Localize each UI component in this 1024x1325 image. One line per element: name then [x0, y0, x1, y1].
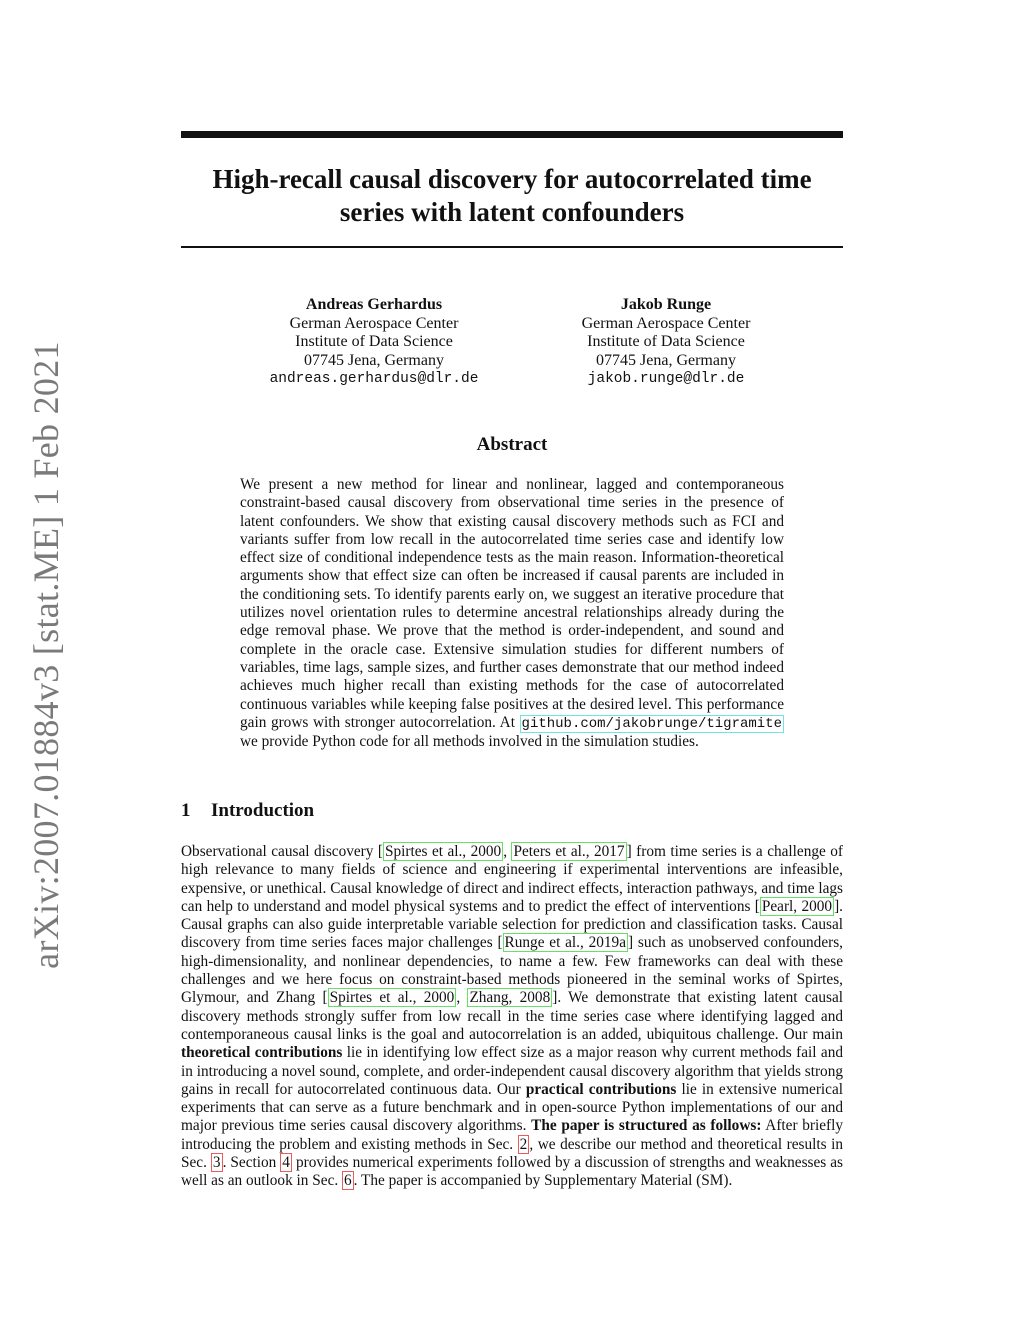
author-affiliation: German Aerospace Center [581, 314, 751, 332]
citation-link[interactable]: Pearl, 2000 [761, 897, 833, 915]
title-bottom-rule [181, 246, 843, 248]
intro-text: After briefly introducing the problem and existing methods in Sec. [181, 1117, 844, 1153]
citation-link[interactable]: Zhang, 2008 [469, 989, 551, 1007]
intro-text: Observational causal discovery [ [181, 843, 383, 860]
author-email[interactable]: andreas.gerhardus@dlr.de [269, 371, 479, 387]
intro-text: ]. Causal graphs can also guide interpretable variable selection for prediction and classification tasks. Causal discovery from time series faces major challenges [ [181, 897, 843, 952]
intro-text: ] from time series is a challenge of high relevance to many fields of science and engineering if experimental interventions are infeasible, expensive, or unethical. Causal knowledge of direct and indirect effects, interaction pathways, and time lags can help to understand and model physical systems and to predict the effect of interventions [ [181, 843, 843, 915]
author-address: 07745 Jena, Germany [304, 351, 444, 369]
intro-text: , [503, 843, 512, 860]
intro-text: ]. We demonstrate that existing latent causal discovery methods strongly suffer from low recall in the time series case where identifying lagged and contemporaneous causal links is the goal and autocorrelation is an added, ubiquitous challenge. Our main [181, 989, 843, 1043]
arxiv-identifier-text: arXiv:2007.01884v3 [stat.ME] 1 Feb 2021 [26, 341, 66, 969]
arxiv-identifier-stamp [16, 341, 76, 969]
bold-phrase: practical contributions [525, 1080, 677, 1098]
author-address: 07745 Jena, Germany [596, 351, 736, 369]
code-repository-link[interactable]: github.com/jakobrunge/tigramite [521, 715, 782, 732]
bold-phrase: The paper is structured as follows: [531, 1117, 762, 1135]
abstract-heading: Abstract [476, 434, 548, 455]
intro-text: lie in extensive numerical experiments that can serve as a future benchmark and in open-source Python implementations of our and major previous time series causal discovery algorithms. [181, 1080, 843, 1135]
section-reference-link[interactable]: 3 [212, 1154, 221, 1172]
section-reference-link[interactable]: 6 [344, 1172, 352, 1190]
section-title: Introduction [211, 800, 315, 821]
bold-phrase: theoretical contributions [181, 1044, 343, 1062]
intro-text: provides numerical experiments followed by a discussion of strengths and weaknesses as well as an outlook in Sec. [181, 1154, 843, 1190]
section-number: 1 [181, 800, 191, 821]
section-reference-link[interactable]: 2 [519, 1135, 528, 1153]
abstract-text-end: we provide Python code for all methods involved in the simulation studies. [240, 733, 699, 751]
author-email[interactable]: jakob.runge@dlr.de [587, 371, 745, 387]
intro-text: ] such as unobserved confounders, high-dimensionality, and nonlinear dependencies, to name a few. Few frameworks can deal with these challenges and we here focus on constraint-based methods pioneered in the seminal works of Spirtes, Glymour, and Zhang [ [181, 934, 843, 1007]
paper-title: High-recall causal discovery for autocorrelated time series with latent confounders [212, 164, 812, 227]
intro-text: , [456, 989, 468, 1007]
intro-text: . The paper is accompanied by Supplementary Material (SM). [353, 1172, 733, 1190]
title-top-rule [181, 131, 843, 138]
author-name: Jakob Runge [620, 296, 712, 313]
intro-text: . Section [222, 1154, 281, 1172]
intro-text: , we describe our method and theoretical results in Sec. [181, 1135, 844, 1172]
author-institute: Institute of Data Science [295, 333, 453, 350]
author-institute: Institute of Data Science [587, 333, 745, 350]
author-block-1 [224, 296, 524, 389]
author-block-2 [516, 296, 816, 389]
abstract-body [240, 476, 784, 751]
section-heading-introduction [181, 800, 314, 822]
citation-link[interactable]: Spirtes et al., 2000 [384, 843, 502, 860]
author-name: Andreas Gerhardus [305, 296, 443, 313]
citation-link[interactable]: Spirtes et al., 2000 [329, 989, 455, 1007]
citation-link[interactable]: Runge et al., 2019a [504, 934, 626, 952]
citation-link[interactable]: Peters et al., 2017 [513, 843, 625, 860]
author-affiliation: German Aerospace Center [289, 314, 459, 332]
introduction-paragraph [181, 843, 843, 1191]
intro-text: lie in identifying low effect size as a major reason why current methods fail and in introducing a novel sound, complete, and order-independent causal discovery algorithm that yields strong gains in recall for autocorrelated continuous data. Our [181, 1044, 843, 1098]
section-reference-link[interactable]: 4 [282, 1154, 290, 1172]
abstract-text: We present a new method for linear and nonlinear, lagged and contemporaneous constraint-based causal discovery from observational time series in the presence of latent confounders. We show that existing causal discovery methods such as FCI and variants suffer from low recall in the autocorrelated time series case and identify low effect size of conditional independence tests as the main reason. Information-theoretical arguments show that effect size can often be increased if causal parents are included in the conditioning sets. To identify parents early on, we suggest an iterative procedure that utilizes novel orientation rules to determine ancestral relationships already during the edge removal phase. We prove that the method is order-independent, and sound and complete in the oracle case. Extensive simulation studies for different numbers of variables, time lags, sample sizes, and further cases demonstrate that our method indeed achieves much higher recall than existing methods for the case of autocorrelated continuous variables while keeping false positives at the desired level. This performance gain grows with stronger autocorrelation. At [240, 476, 784, 731]
